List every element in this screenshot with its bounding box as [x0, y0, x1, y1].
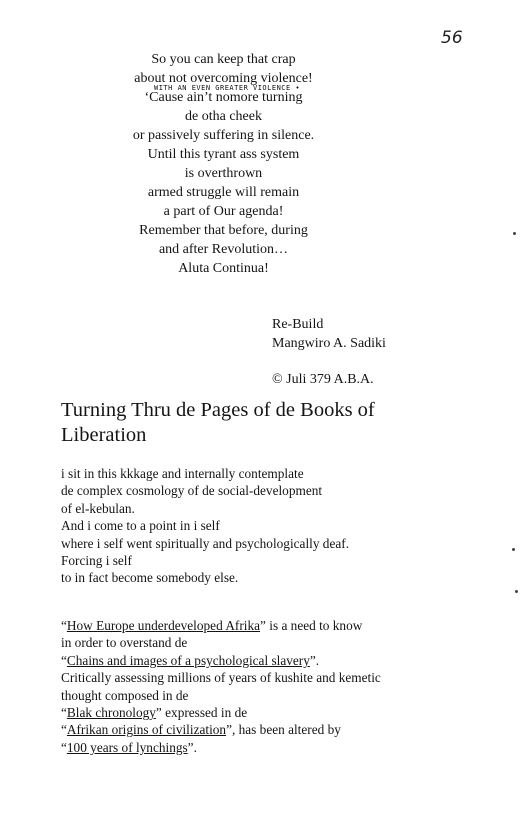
book-title: Chains and images of a psychological slavery [66, 652, 310, 668]
book-title: Afrikan origins of civilization [66, 722, 227, 738]
poem-line: ‘Cause ain’t nomore turning [144, 90, 303, 105]
margin-speck [513, 232, 516, 235]
stanza-line: de complex cosmology of de social-development [61, 483, 323, 499]
poem-line: is overthrown [184, 166, 263, 181]
line-text: expressed in de [161, 705, 248, 721]
margin-speck [512, 548, 515, 551]
poem-line: armed struggle will remain [147, 185, 300, 200]
stanza-line: Forcing i self [61, 553, 132, 569]
line-text: . [315, 652, 320, 668]
poem-line: or passively suffering in silence. [132, 128, 315, 143]
stanza-line: “Blak chronology” expressed in de [61, 705, 248, 721]
book-title: 100 years of lynchings [66, 739, 188, 755]
stanza-1 [61, 465, 481, 587]
poem-line: de otha cheek [185, 109, 262, 124]
author-name: Mangwiro A. Sadiki [272, 336, 386, 351]
margin-speck [515, 590, 518, 593]
poem-line: a part of Our agenda! [163, 204, 284, 219]
handwritten-note: WITH AN EVEN GREATER VIOLENCE • [154, 84, 301, 92]
poem-line: So you can keep that crap [151, 52, 296, 67]
line-text: , has been altered by [231, 722, 341, 738]
poem-line: and after Revolution… [158, 242, 289, 257]
line-text: . [193, 739, 197, 755]
stanza-line: in order to overstand de [61, 635, 188, 651]
stanza-line: i sit in this kkkage and internally contemplate [61, 466, 304, 481]
stanza-line: to in fact become somebody else. [61, 570, 239, 586]
book-title: How Europe underdeveloped Afrika [66, 618, 261, 633]
stanza-line: of el-kebulan. [61, 500, 135, 516]
stanza-line: where i self went spiritually and psychologically deaf. [61, 535, 350, 551]
stanza-line: “100 years of lynchings”. [61, 739, 197, 755]
stanza-line: “Chains and images of a psychological slavery”. [61, 652, 320, 668]
stanza-line: “Afrikan origins of civilization”, has been altered by [61, 722, 341, 738]
stanza-line: “How Europe underdeveloped Afrika” is a need to know [61, 618, 363, 633]
line-text: is a need to know [265, 618, 363, 633]
poem-line: Remember that before, during [139, 223, 308, 238]
poem-line: about not overcoming violence! [134, 71, 313, 86]
poem-line: Aluta Continua! [178, 261, 269, 276]
stanza-line: thought composed in de [61, 687, 189, 703]
signature [272, 315, 386, 353]
stanza-line: Critically assessing millions of years of kushite and kemetic [61, 670, 381, 686]
poem-line: Until this tyrant ass system [147, 147, 300, 162]
stanza-2 [61, 617, 481, 756]
copyright: © Juli 379 A.B.A. [272, 372, 374, 387]
section-heading: Turning Thru de Pages of de Books of Liberation [61, 399, 375, 446]
page-number: 56 [441, 28, 463, 48]
signature-line: Re-Build [272, 317, 324, 332]
book-title: Blak chronology [66, 705, 156, 721]
stanza-line: And i come to a point in i self [61, 518, 220, 534]
